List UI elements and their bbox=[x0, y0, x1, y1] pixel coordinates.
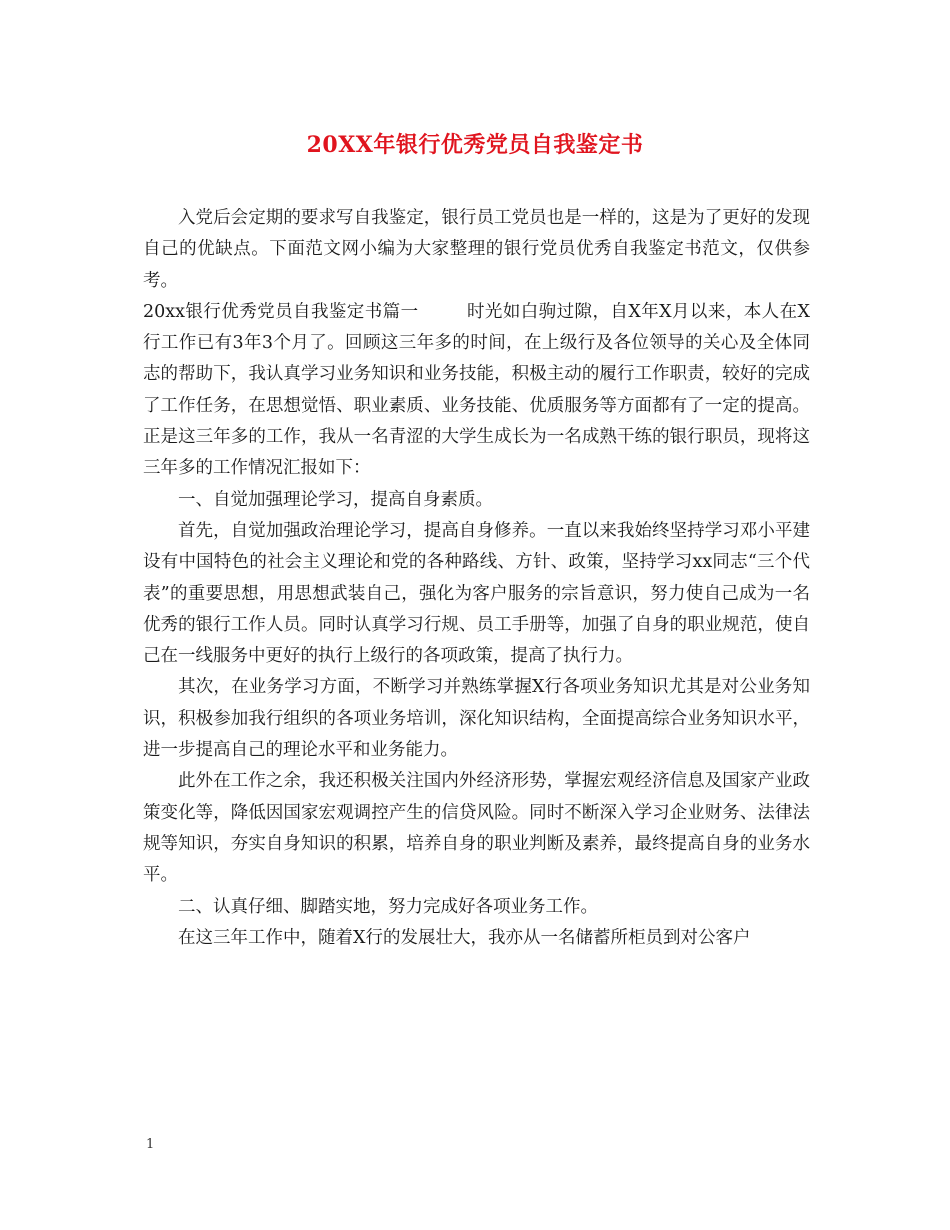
body-paragraph: 此外在工作之余，我还积极关注国内外经济形势，掌握宏观经济信息及国家产业政策变化等，降低因国家宏观调控产生的信贷风险。同时不断深入学习企业财务、法律法规等知识，夯实自身知识的积累，培养自身的职业判断及素养，最终提高自身的业务水平。 bbox=[143, 771, 810, 886]
heading-two: 二、认真仔细、脚踏实地，努力完成好各项业务工作。 bbox=[178, 896, 598, 917]
body-paragraph: 首先，自觉加强政治理论学习，提高自身修养。一直以来我始终坚持学习邓小平建设有中国特色的社会主义理论和党的各种路线、方针、政策，坚持学习xx同志“三个代表”的重要思想，用思想武装自己，强化为客户服务的宗旨意识，努力使自己成为一名优秀的银行工作人员。同时认真学习行规、员工手册等，加强了自身的职业规范，使自己在一线服务中更好的执行上级行的各项政策，提高了执行力。 bbox=[143, 520, 810, 667]
intro-paragraph: 入党后会定期的要求写自我鉴定，银行员工党员也是一样的，这是为了更好的发现自己的优缺点。下面范文网小编为大家整理的银行党员优秀自我鉴定书范文，仅供参考。 bbox=[143, 208, 810, 291]
document-title: 20XX年银行优秀党员自我鉴定书 bbox=[306, 132, 644, 158]
section-lead: 时光如白驹过隙，自X年X月以来，本人在X行工作已有3年3个月了。回顾这三年多的时间，在上级行及各位领导的关心及全体同志的帮助下，我认真学习业务知识和业务技能，积极主动的履行工作职责，较好的完成了工作任务，在思想觉悟、职业素质、业务技能、优质服务等方面都有了一定的提高。正是这三年多的工作，我从一名青涩的大学生成长为一名成熟干练的银行职员，现将这三年多的工作情况汇报如下： bbox=[143, 301, 810, 479]
body-paragraph: 其次，在业务学习方面，不断学习并熟练掌握X行各项业务知识尤其是对公业务知识，积极参加我行组织的各项业务培训，深化知识结构，全面提高综合业务知识水平，进一步提高自己的理论水平和业务能力。 bbox=[143, 677, 810, 761]
document-body bbox=[143, 203, 810, 954]
heading-one: 一、自觉加强理论学习，提高自身素质。 bbox=[178, 489, 493, 510]
section-paragraph bbox=[143, 297, 810, 485]
section-heading: 20xx银行优秀党员自我鉴定书篇一 bbox=[143, 301, 419, 322]
body-paragraph: 在这三年工作中，随着X行的发展壮大，我亦从一名储蓄所柜员到对公客户 bbox=[178, 927, 751, 948]
page-number: 1 bbox=[146, 1137, 155, 1152]
